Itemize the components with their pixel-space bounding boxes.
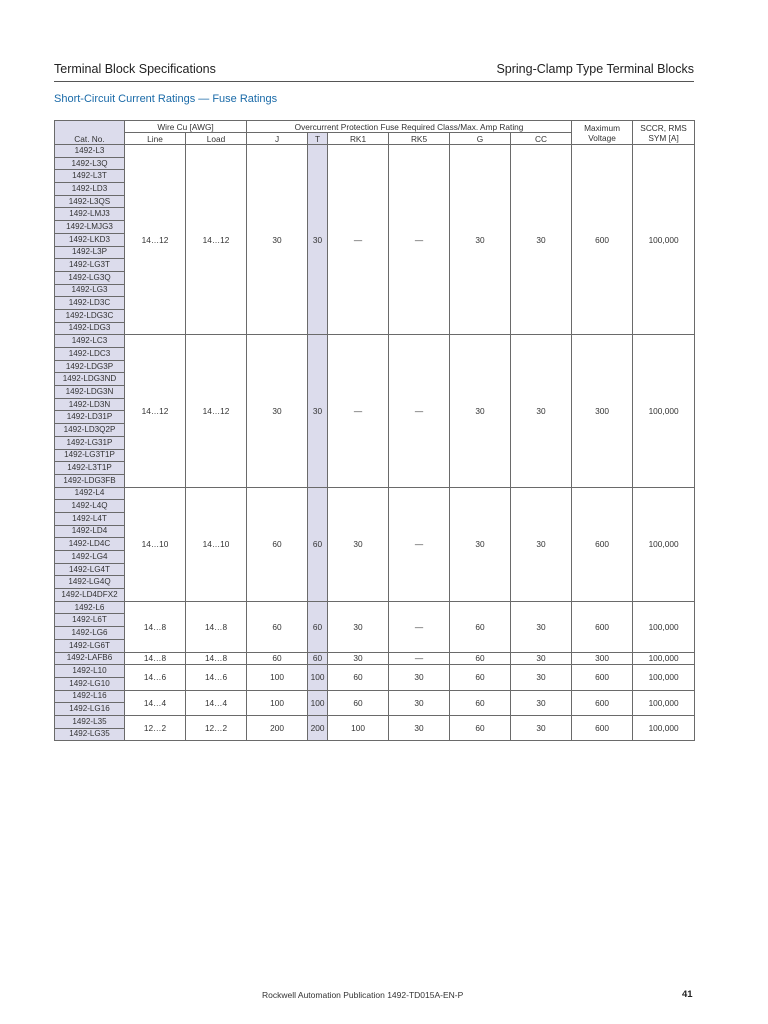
max-voltage-cell: 300 xyxy=(572,335,633,487)
header-t: T xyxy=(308,133,328,145)
cat-no-cell: 1492-L3QS xyxy=(55,195,125,208)
rk5-rating-cell: — xyxy=(389,652,450,665)
cc-rating-cell: 30 xyxy=(511,601,572,652)
rk1-rating-cell: 30 xyxy=(328,652,389,665)
table-row xyxy=(55,487,695,500)
load-cell: 14…6 xyxy=(186,665,247,690)
cat-no-cell: 1492-LG6 xyxy=(55,627,125,640)
table-row xyxy=(55,690,695,703)
cat-no-cell: 1492-LC3 xyxy=(55,335,125,348)
rk1-rating-cell: 30 xyxy=(328,487,389,601)
cat-no-cell: 1492-LDG3ND xyxy=(55,373,125,386)
header-cc: CC xyxy=(511,133,572,145)
load-cell: 14…8 xyxy=(186,652,247,665)
line-cell: 14…8 xyxy=(125,652,186,665)
t-rating-cell: 60 xyxy=(308,601,328,652)
g-rating-cell: 60 xyxy=(450,690,511,715)
cat-no-cell: 1492-LMJG3 xyxy=(55,221,125,234)
load-cell: 14…8 xyxy=(186,601,247,652)
max-voltage-cell: 600 xyxy=(572,665,633,690)
table-row xyxy=(55,652,695,665)
cat-no-cell: 1492-L4T xyxy=(55,512,125,525)
t-rating-cell: 100 xyxy=(308,665,328,690)
g-rating-cell: 60 xyxy=(450,601,511,652)
header-max-voltage: Maximum Voltage xyxy=(572,121,633,145)
fuse-ratings-table xyxy=(54,120,695,741)
cat-no-cell: 1492-LD4C xyxy=(55,538,125,551)
cat-no-cell: 1492-LG35 xyxy=(55,728,125,741)
line-cell: 14…12 xyxy=(125,335,186,487)
rk1-rating-cell: 60 xyxy=(328,690,389,715)
table-row xyxy=(55,665,695,678)
table-row xyxy=(55,145,695,158)
sccr-cell: 100,000 xyxy=(633,690,695,715)
line-cell: 14…8 xyxy=(125,601,186,652)
t-rating-cell: 200 xyxy=(308,715,328,740)
cat-no-cell: 1492-LG4Q xyxy=(55,576,125,589)
rk5-rating-cell: — xyxy=(389,145,450,335)
header-cat-no: Cat. No. xyxy=(55,121,125,145)
max-voltage-cell: 600 xyxy=(572,601,633,652)
cat-no-cell: 1492-LD4 xyxy=(55,525,125,538)
cat-no-cell: 1492-LG16 xyxy=(55,703,125,716)
cat-no-cell: 1492-L3Q xyxy=(55,157,125,170)
cat-no-cell: 1492-L3T1P xyxy=(55,462,125,475)
sccr-cell: 100,000 xyxy=(633,335,695,487)
cat-no-cell: 1492-LD4DFX2 xyxy=(55,589,125,602)
sccr-cell: 100,000 xyxy=(633,652,695,665)
cc-rating-cell: 30 xyxy=(511,335,572,487)
j-rating-cell: 200 xyxy=(247,715,308,740)
line-cell: 14…12 xyxy=(125,145,186,335)
header-fuse-group: Overcurrent Protection Fuse Required Class/Max. Amp Rating xyxy=(247,121,572,133)
cat-no-cell: 1492-LG3 xyxy=(55,284,125,297)
table-body xyxy=(55,145,695,741)
header-divider xyxy=(54,81,694,82)
load-cell: 14…4 xyxy=(186,690,247,715)
header-load: Load xyxy=(186,133,247,145)
cat-no-cell: 1492-LDG3N xyxy=(55,386,125,399)
header-sccr: SCCR, RMS SYM [A] xyxy=(633,121,695,145)
load-cell: 14…12 xyxy=(186,335,247,487)
rk5-rating-cell: 30 xyxy=(389,665,450,690)
cat-no-cell: 1492-L4 xyxy=(55,487,125,500)
load-cell: 12…2 xyxy=(186,715,247,740)
chapter-title: Spring-Clamp Type Terminal Blocks xyxy=(496,62,694,76)
cat-no-cell: 1492-LG31P xyxy=(55,436,125,449)
g-rating-cell: 60 xyxy=(450,652,511,665)
max-voltage-cell: 300 xyxy=(572,652,633,665)
j-rating-cell: 30 xyxy=(247,335,308,487)
sccr-cell: 100,000 xyxy=(633,715,695,740)
cat-no-cell: 1492-LMJ3 xyxy=(55,208,125,221)
cat-no-cell: 1492-LG4 xyxy=(55,551,125,564)
rk1-rating-cell: 100 xyxy=(328,715,389,740)
table-title: Short-Circuit Current Ratings — Fuse Ratings xyxy=(54,93,278,105)
j-rating-cell: 60 xyxy=(247,652,308,665)
rk5-rating-cell: 30 xyxy=(389,690,450,715)
j-rating-cell: 100 xyxy=(247,690,308,715)
cat-no-cell: 1492-LDG3FB xyxy=(55,474,125,487)
cat-no-cell: 1492-LDG3 xyxy=(55,322,125,335)
line-cell: 14…10 xyxy=(125,487,186,601)
cat-no-cell: 1492-L3P xyxy=(55,246,125,259)
table-row xyxy=(55,715,695,728)
cat-no-cell: 1492-L6 xyxy=(55,601,125,614)
t-rating-cell: 60 xyxy=(308,487,328,601)
rk5-rating-cell: — xyxy=(389,335,450,487)
t-rating-cell: 100 xyxy=(308,690,328,715)
t-rating-cell: 60 xyxy=(308,652,328,665)
j-rating-cell: 60 xyxy=(247,601,308,652)
cat-no-cell: 1492-LG10 xyxy=(55,677,125,690)
cat-no-cell: 1492-LD3C xyxy=(55,297,125,310)
g-rating-cell: 30 xyxy=(450,145,511,335)
cat-no-cell: 1492-LDC3 xyxy=(55,348,125,361)
cat-no-cell: 1492-L3T xyxy=(55,170,125,183)
rk5-rating-cell: 30 xyxy=(389,715,450,740)
header-rk5: RK5 xyxy=(389,133,450,145)
cat-no-cell: 1492-L4Q xyxy=(55,500,125,513)
cat-no-cell: 1492-LDG3P xyxy=(55,360,125,373)
cc-rating-cell: 30 xyxy=(511,145,572,335)
line-cell: 12…2 xyxy=(125,715,186,740)
sccr-cell: 100,000 xyxy=(633,145,695,335)
header-g: G xyxy=(450,133,511,145)
publication-footer: Rockwell Automation Publication 1492-TD015A-EN-P xyxy=(262,990,464,1000)
max-voltage-cell: 600 xyxy=(572,715,633,740)
sccr-cell: 100,000 xyxy=(633,601,695,652)
cc-rating-cell: 30 xyxy=(511,715,572,740)
max-voltage-cell: 600 xyxy=(572,487,633,601)
rk1-rating-cell: — xyxy=(328,335,389,487)
header-line: Line xyxy=(125,133,186,145)
header-wire-group: Wire Cu [AWG] xyxy=(125,121,247,133)
cat-no-cell: 1492-L6T xyxy=(55,614,125,627)
line-cell: 14…4 xyxy=(125,690,186,715)
cc-rating-cell: 30 xyxy=(511,487,572,601)
cat-no-cell: 1492-L10 xyxy=(55,665,125,678)
cat-no-cell: 1492-L16 xyxy=(55,690,125,703)
g-rating-cell: 30 xyxy=(450,487,511,601)
cat-no-cell: 1492-LKD3 xyxy=(55,233,125,246)
j-rating-cell: 60 xyxy=(247,487,308,601)
page-number: 41 xyxy=(682,989,693,1000)
cat-no-cell: 1492-LG3T xyxy=(55,259,125,272)
load-cell: 14…12 xyxy=(186,145,247,335)
cat-no-cell: 1492-LAFB6 xyxy=(55,652,125,665)
rk1-rating-cell: — xyxy=(328,145,389,335)
cc-rating-cell: 30 xyxy=(511,652,572,665)
cc-rating-cell: 30 xyxy=(511,690,572,715)
load-cell: 14…10 xyxy=(186,487,247,601)
max-voltage-cell: 600 xyxy=(572,690,633,715)
cat-no-cell: 1492-LD3Q2P xyxy=(55,424,125,437)
cat-no-cell: 1492-LD31P xyxy=(55,411,125,424)
cat-no-cell: 1492-LG3Q xyxy=(55,271,125,284)
t-rating-cell: 30 xyxy=(308,145,328,335)
rk5-rating-cell: — xyxy=(389,601,450,652)
table-row xyxy=(55,601,695,614)
rk1-rating-cell: 30 xyxy=(328,601,389,652)
g-rating-cell: 30 xyxy=(450,335,511,487)
t-rating-cell: 30 xyxy=(308,335,328,487)
rk5-rating-cell: — xyxy=(389,487,450,601)
cat-no-cell: 1492-LD3N xyxy=(55,398,125,411)
j-rating-cell: 100 xyxy=(247,665,308,690)
table-row xyxy=(55,335,695,348)
cat-no-cell: 1492-LD3 xyxy=(55,183,125,196)
header-rk1: RK1 xyxy=(328,133,389,145)
g-rating-cell: 60 xyxy=(450,715,511,740)
line-cell: 14…6 xyxy=(125,665,186,690)
cc-rating-cell: 30 xyxy=(511,665,572,690)
cat-no-cell: 1492-LG3T1P xyxy=(55,449,125,462)
cat-no-cell: 1492-LG6T xyxy=(55,639,125,652)
rk1-rating-cell: 60 xyxy=(328,665,389,690)
header-j: J xyxy=(247,133,308,145)
section-title: Terminal Block Specifications xyxy=(54,62,216,76)
sccr-cell: 100,000 xyxy=(633,665,695,690)
cat-no-cell: 1492-L35 xyxy=(55,715,125,728)
cat-no-cell: 1492-L3 xyxy=(55,145,125,158)
j-rating-cell: 30 xyxy=(247,145,308,335)
max-voltage-cell: 600 xyxy=(572,145,633,335)
g-rating-cell: 60 xyxy=(450,665,511,690)
cat-no-cell: 1492-LDG3C xyxy=(55,309,125,322)
sccr-cell: 100,000 xyxy=(633,487,695,601)
cat-no-cell: 1492-LG4T xyxy=(55,563,125,576)
